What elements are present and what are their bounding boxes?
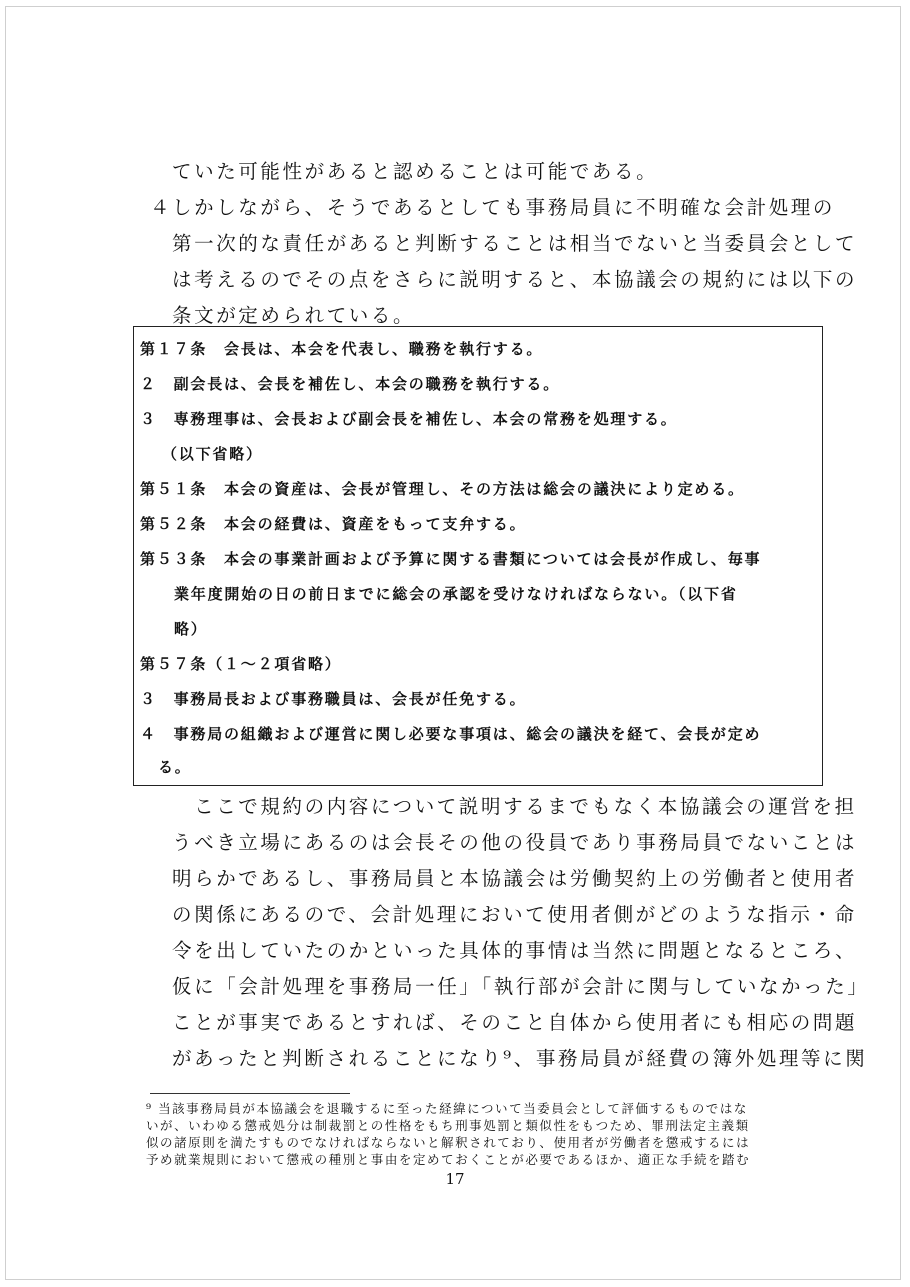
- body-line: 仮に「会計処理を事務局一任」「執行部が会計に関与していなかった」: [172, 975, 870, 998]
- article-line: ３ 専務理事は、会長および副会長を補佐し、本会の常務を処理する。: [140, 410, 678, 428]
- body-line: の関係にあるので、会計処理において使用者側がどのような指示・命: [172, 903, 857, 926]
- body-line: しかしながら、そうであるとしても事務局員に不明確な会計処理の: [172, 196, 836, 219]
- body-line: うべき立場にあるのは会長その他の役員であり事務局員でないことは: [172, 831, 858, 854]
- body-line: ことが事実であるとすれば、そのこと自体から使用者にも相応の問題: [172, 1011, 858, 1034]
- footnote-line: いが、いわゆる懲戒処分は制裁罰との性格をもち刑事処罰と類似性をもつため、罪刑法定主義類: [146, 1118, 750, 1133]
- article-line: （以下省略）: [162, 445, 263, 463]
- body-line: 第一次的な責任があると判断することは相当でないと当委員会として: [172, 232, 858, 255]
- body-line: 令を出していたのかといった具体的事情は当然に問題となるところ、: [172, 939, 858, 962]
- body-line: 明らかであるし、事務局員と本協議会は労働契約上の労働者と使用者: [172, 867, 858, 890]
- body-line: ここで規約の内容について説明するまでもなく本協議会の運営を担: [172, 795, 857, 818]
- body-line: 条文が定められている。: [172, 304, 416, 327]
- item-number: ４: [150, 196, 170, 219]
- articles-box: [133, 326, 823, 786]
- body-line: があったと判断されることになり⁹、事務局員が経費の簿外処理等に関: [172, 1047, 868, 1070]
- footnote-line: 予め就業規則において懲戒の種別と事由を定めておくことが必要であるほか、適正な手続を踏む: [146, 1152, 751, 1167]
- article-line: ３ 事務局長および事務職員は、会長が任免する。: [140, 690, 527, 708]
- article-line: 第５７条（１～２項省略）: [140, 655, 342, 673]
- article-line: 第５１条 本会の資産は、会長が管理し、その方法は総会の議決により定める。: [140, 480, 745, 498]
- article-line: 第５２条 本会の経費は、資産をもって支弁する。: [140, 515, 527, 533]
- article-line: る。: [158, 758, 192, 776]
- article-line: ４ 事務局の組織および運営に関し必要な事項は、総会の議決を経て、会長が定め: [140, 725, 762, 743]
- page-number: 17: [445, 1170, 465, 1188]
- footnote-line: 似の諸原則を満たすものでなければならないと解釈されており、使用者が労働者を懲戒するには: [146, 1135, 751, 1150]
- footnote-separator: [150, 1093, 350, 1094]
- article-line: 業年度開始の日の前日までに総会の承認を受けなければならない。（以下省: [174, 585, 738, 603]
- article-line: 略）: [174, 620, 208, 638]
- body-line: は考えるのでその点をさらに説明すると、本協議会の規約には以下の: [172, 268, 858, 291]
- article-line: 第５３条 本会の事業計画および予算に関する書類については会長が作成し、毎事: [140, 550, 762, 568]
- article-line: ２ 副会長は、会長を補佐し、本会の職務を執行する。: [140, 375, 561, 393]
- body-line: ていた可能性があると認めることは可能である。: [172, 160, 659, 183]
- footnote-line: ⁹ 当該事務局員が本協議会を退職するに至った経緯について当委員会として評価するものではな: [146, 1101, 748, 1116]
- article-line: 第１７条 会長は、本会を代表し、職務を執行する。: [140, 340, 544, 358]
